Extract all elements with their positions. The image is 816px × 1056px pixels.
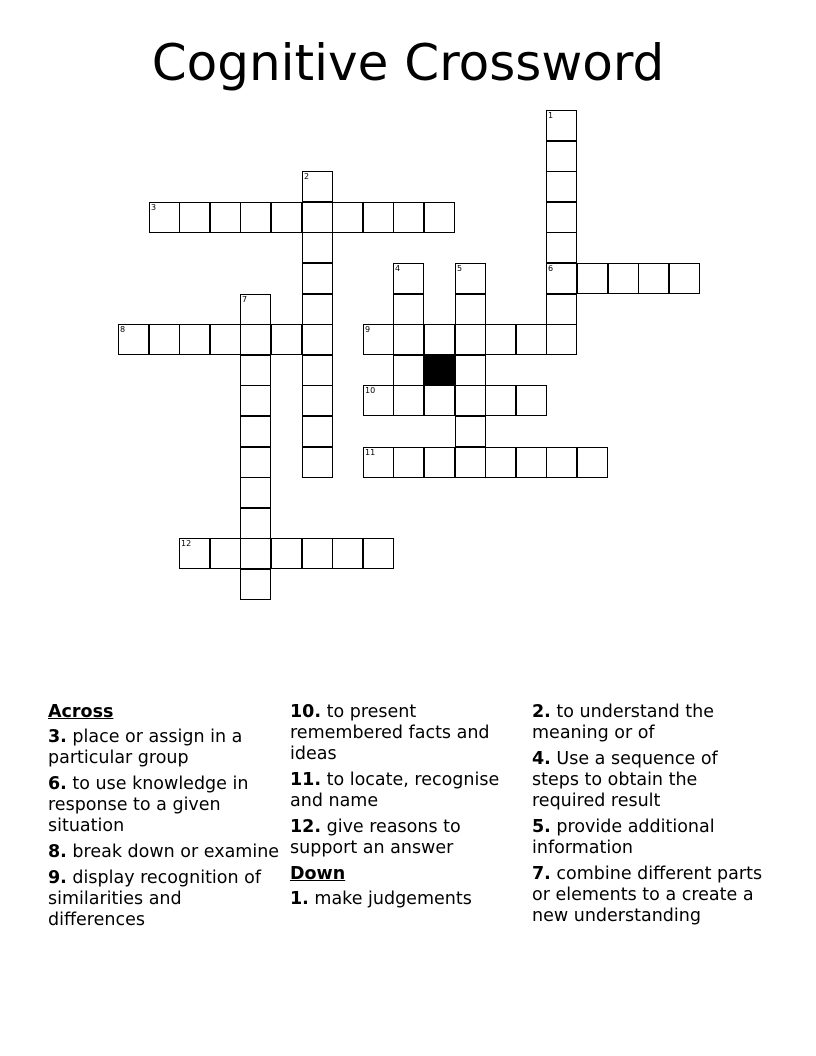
cell-number: 11 [365, 448, 376, 457]
grid-cell[interactable] [546, 202, 577, 233]
grid-cell[interactable] [393, 263, 424, 294]
grid-cell[interactable] [485, 447, 516, 478]
grid-cell[interactable] [240, 294, 271, 325]
grid-cell[interactable] [546, 324, 577, 355]
clue-down-1: 1. make judgements [290, 889, 472, 909]
grid-cell[interactable] [546, 171, 577, 202]
grid-cell[interactable] [455, 416, 486, 447]
grid-cell[interactable] [546, 447, 577, 478]
grid-cell[interactable] [424, 385, 455, 416]
clues-column-3 [532, 702, 764, 932]
grid-cell[interactable] [240, 385, 271, 416]
grid-cell[interactable] [455, 447, 486, 478]
grid-cell[interactable] [546, 110, 577, 141]
grid-cell[interactable] [302, 324, 333, 355]
grid-cell[interactable] [118, 324, 149, 355]
grid-cell[interactable] [393, 202, 424, 233]
grid-cell[interactable] [302, 263, 333, 294]
grid-cell[interactable] [302, 171, 333, 202]
grid-cell[interactable] [516, 324, 547, 355]
grid-cell[interactable] [210, 202, 241, 233]
grid-cell[interactable] [302, 232, 333, 263]
cell-number: 8 [120, 325, 126, 334]
grid-cell[interactable] [240, 508, 271, 539]
grid-cell[interactable] [424, 324, 455, 355]
grid-cell[interactable] [669, 263, 700, 294]
cell-number: 4 [395, 264, 401, 273]
grid-cell[interactable] [240, 416, 271, 447]
clue-across-8: 8. break down or examine [48, 842, 280, 862]
grid-cell[interactable] [455, 355, 486, 386]
cell-number: 3 [151, 203, 157, 212]
grid-cell[interactable] [393, 294, 424, 325]
grid-block-cell [424, 355, 455, 386]
grid-cell[interactable] [210, 538, 241, 569]
grid-cell[interactable] [271, 202, 302, 233]
grid-cell[interactable] [332, 202, 363, 233]
grid-cell[interactable] [393, 385, 424, 416]
grid-cell[interactable] [271, 324, 302, 355]
grid-cell[interactable] [546, 294, 577, 325]
grid-cell[interactable] [455, 294, 486, 325]
grid-cell[interactable] [485, 324, 516, 355]
grid-cell[interactable] [240, 569, 271, 600]
grid-cell[interactable] [363, 538, 394, 569]
clues-column-1 [48, 702, 280, 936]
grid-cell[interactable] [516, 385, 547, 416]
grid-cell[interactable] [179, 202, 210, 233]
grid-cell[interactable] [363, 202, 394, 233]
grid-cell[interactable] [363, 385, 394, 416]
grid-cell[interactable] [638, 263, 669, 294]
clue-across-12: 12. give reasons to support an answer [290, 817, 461, 858]
grid-cell[interactable] [302, 416, 333, 447]
grid-cell[interactable] [608, 263, 639, 294]
grid-cell[interactable] [424, 447, 455, 478]
grid-cell[interactable] [546, 141, 577, 172]
clue-down-7: 7. combine different parts or elements to a create a new understanding [532, 864, 763, 926]
clue-across-9: 9. display recognition of similarities and differences [48, 868, 262, 930]
grid-cell[interactable] [302, 385, 333, 416]
grid-cell[interactable] [485, 385, 516, 416]
down-heading: Down [290, 864, 346, 884]
grid-cell[interactable] [302, 538, 333, 569]
grid-cell[interactable] [455, 385, 486, 416]
grid-cell[interactable] [149, 202, 180, 233]
cell-number: 2 [304, 172, 310, 181]
grid-cell[interactable] [363, 447, 394, 478]
clues-column-2 [290, 702, 522, 915]
grid-cell[interactable] [332, 538, 363, 569]
clue-across-11: 11. to locate, recognise and name [290, 770, 500, 811]
grid-cell[interactable] [546, 232, 577, 263]
grid-cell[interactable] [363, 324, 394, 355]
grid-cell[interactable] [302, 447, 333, 478]
grid-cell[interactable] [577, 447, 608, 478]
grid-cell[interactable] [546, 263, 577, 294]
grid-cell[interactable] [240, 324, 271, 355]
grid-cell[interactable] [302, 294, 333, 325]
grid-cell[interactable] [240, 538, 271, 569]
grid-cell[interactable] [455, 263, 486, 294]
cell-number: 5 [457, 264, 463, 273]
clue-down-4: 4. Use a sequence of steps to obtain the required result [532, 749, 718, 811]
cell-number: 10 [365, 386, 376, 395]
grid-cell[interactable] [455, 324, 486, 355]
clue-down-2: 2. to understand the meaning or of [532, 702, 714, 743]
grid-cell[interactable] [516, 447, 547, 478]
grid-cell[interactable] [240, 202, 271, 233]
grid-cell[interactable] [210, 324, 241, 355]
grid-cell[interactable] [179, 324, 210, 355]
clue-across-3: 3. place or assign in a particular group [48, 727, 243, 768]
grid-cell[interactable] [149, 324, 180, 355]
across-heading: Across [48, 702, 114, 722]
clue-across-10: 10. to present remembered facts and ideas [290, 702, 490, 764]
cell-number: 6 [548, 264, 554, 273]
grid-cell[interactable] [179, 538, 210, 569]
grid-cell[interactable] [393, 324, 424, 355]
cell-number: 7 [242, 295, 248, 304]
page-title: Cognitive Crossword [151, 34, 665, 92]
clue-across-6: 6. to use knowledge in response to a given situation [48, 774, 249, 836]
grid-cell[interactable] [424, 202, 455, 233]
grid-cell[interactable] [271, 538, 302, 569]
clue-down-5: 5. provide additional information [532, 817, 715, 858]
cell-number: 12 [181, 539, 192, 548]
grid-cell[interactable] [393, 355, 424, 386]
grid-cell[interactable] [302, 202, 333, 233]
grid-cell[interactable] [240, 477, 271, 508]
cell-number: 1 [548, 111, 554, 120]
grid-cell[interactable] [240, 447, 271, 478]
grid-cell[interactable] [302, 355, 333, 386]
cell-number: 9 [365, 325, 371, 334]
grid-cell[interactable] [240, 355, 271, 386]
grid-cell[interactable] [577, 263, 608, 294]
grid-cell[interactable] [393, 447, 424, 478]
